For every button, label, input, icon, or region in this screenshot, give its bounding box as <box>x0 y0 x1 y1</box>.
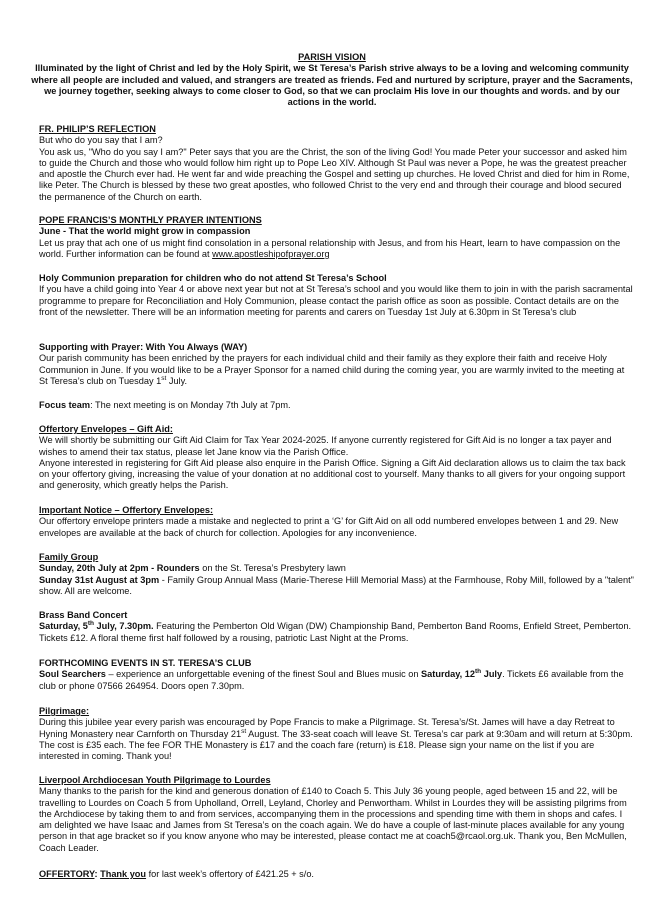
notice-body: Our offertory envelope printers made a mistake and neglected to print a ‘G’ for Gift Aid on all odd numbered envelopes between 1 and 29. New envelopes are available at the back of church for collection. Apologies for any inconvenience. <box>39 516 619 538</box>
pilgrimage-text: During this jubilee year every parish was encouraged by Pope Francis to make a Pilgrimage. St. Teresa’s/St. James will have a day Retreat to Hyning Monastery near Carnforth on Thursday 21 <box>39 717 615 739</box>
brass-body <box>39 621 635 644</box>
pilgrimage-sup: st <box>241 727 247 735</box>
way-sup: st <box>161 374 167 382</box>
mass-date: Sunday 31st August at 3pm <box>39 574 160 585</box>
soul-searchers: Soul Searchers <box>39 669 106 680</box>
brass-text: Featuring the Pemberton Old Wigan (DW) Championship Band, Pemberton Band Rooms, Enfield Street, Pemberton. Tickets £12. A floral theme first half followed by a rousing, patriotic Last Night at the Proms. <box>39 621 632 643</box>
communion-section <box>39 273 635 318</box>
reflection-question: But who do you say that I am? <box>39 135 163 146</box>
family-line-1 <box>39 563 635 574</box>
giftaid-p2: Anyone interested in registering for Gift Aid please also enquire in the Parish Office. Signing a Gift Aid declaration allows us to claim the tax back on your offertory giving, increasing the value of your donation at no additional cost to yourself. Many thanks to all givers for your ongoing support and generosity, which greatly helps the Parish. <box>39 457 626 491</box>
club-text-2: . Tickets £6 available from the club or phone 07566 264954. Doors open 7.30pm. <box>39 669 624 691</box>
prayer-section <box>39 215 635 260</box>
way-tail: July. <box>166 375 188 386</box>
giftaid-heading: Offertory Envelopes – Gift Aid: <box>39 424 173 434</box>
way-section <box>39 342 635 387</box>
brass-section <box>39 610 635 644</box>
club-text-1: – experience an unforgettable evening of the finest Soul and Blues music on <box>105 669 422 680</box>
apostleship-link[interactable]: www.apostleshipofprayer.org <box>212 248 330 259</box>
lourdes-body: Many thanks to the parish for the kind and generous donation of £140 to Coach 5. This July 36 young people, aged between 15 and 22, will be travelling to Lourdes on Coach 5 from Upholland, Orrell, Leyland, Chorley and Penwortham. Whilst in Lourdes they will be assisting pilgrims from the Archdiocese by taking them to and from services, accompanying them in the processions and spending time with them in shops and cafes. I am delighted we have Isaac and James from St Teresa’s on the coach again. We do have a couple of last-minute places available for any young person in that age bracket so if you know anyone who may be interested, please contact me at coach5@rcaol.org.uk. Thank you, Ben McMullen, Coach Leader. <box>39 786 627 853</box>
family-section <box>39 552 635 597</box>
offertory-colon: : <box>94 869 101 879</box>
way-body <box>39 353 635 387</box>
focus-section <box>39 400 635 411</box>
brass-date-2: July, 7.30pm. <box>94 621 154 632</box>
pilgrimage-body <box>39 717 635 762</box>
pilgrimage-tail: August. The 33-seat coach will leave St. Teresa’s car park at 9:30am and will return at 5:30pm. The cost is £35 each. The fee FOR THE Monastery is £17 and the coach fare (return) is £18. Please sign your name on the list if you are interested in coming. Thank you! <box>39 728 633 762</box>
mass-detail: - Family Group Annual Mass (Marie-Therese Hill Memorial Mass) at the Farmhouse, Roby Mill, followed by a "talent" show. All are welcome. <box>39 574 634 596</box>
focus-text: : The next meeting is on Monday 7th July at 7pm. <box>90 400 291 410</box>
club-date-2: July <box>481 669 503 680</box>
notice-section <box>39 505 635 539</box>
giftaid-p1: We will shortly be submitting our Gift Aid Claim for Tax Year 2024-2025. If anyone currently registered for Gift Aid is no longer a tax payer and wishes to amend their tax status, please let Jane know via the Parish Office. <box>39 435 612 457</box>
offertory-thanks: Thank you <box>100 869 147 879</box>
reflection-heading: FR. PHILIP’S REFLECTION <box>39 124 156 134</box>
rounders-place: on the St. Teresa’s Presbytery lawn <box>199 563 346 574</box>
lourdes-section <box>39 775 635 854</box>
offertory-section <box>39 869 635 880</box>
lourdes-heading: Liverpool Archdiocesan Youth Pilgrimage to Lourdes <box>39 775 271 785</box>
communion-body: If you have a child going into Year 4 or above next year but not at St Teresa’s school and you would like them to join in with the parish sacramental programme to prepare for Reconciliation and Holy Communion, please contact the parish office as soon as possible. Contact details are on the front of the newsletter. There will be an information meeting for parents and carers on Tuesday 1st July at 6.30pm in St Teresa’s club <box>39 284 633 317</box>
prayer-heading: POPE FRANCIS’S MONTHLY PRAYER INTENTIONS <box>39 215 262 225</box>
club-section <box>39 658 635 692</box>
club-heading: FORTHCOMING EVENTS IN ST. TERESA’S CLUB <box>39 658 252 668</box>
pilgrimage-heading: Pilgrimage: <box>39 706 90 716</box>
rounders-date: Sunday, 20th July at 2pm - Rounders <box>39 563 200 574</box>
offertory-text: for last week’s offertory of £421.25 + s/o. <box>146 869 314 879</box>
club-date-1: Saturday, 12 <box>421 669 476 680</box>
prayer-subheading: June - That the world might grow in compassion <box>39 226 251 237</box>
way-text: Our parish community has been enriched by the prayers for each individual child and their family as they explore their faith and receive Holy Communion in June. If you would like to be a Prayer Sponsor for a named child during the coming year, you are warmly invited to the meeting at St Teresa’s club on Tuesday 1 <box>39 353 625 386</box>
focus-label: Focus team <box>39 400 91 410</box>
vision-title: PARISH VISION <box>298 52 366 62</box>
offertory-label: OFFERTORY <box>39 869 95 879</box>
family-line-2 <box>39 575 635 598</box>
way-heading: Supporting with Prayer: With You Always (WAY) <box>39 342 248 352</box>
club-body <box>39 669 635 692</box>
reflection-body: You ask us, "Who do you say I am?" Peter says that you are the Christ, the son of the living God! You made Peter your successor and asked him to guide the Church and those who would follow him right up to Pope Leo XIV. Although St Paul was never a Pope, he was the greatest preacher and apostle the Church ever had. He went far and wide preaching the Gospel and setting up churches. He loved Christ and died for him in Rome, like Peter. The Church is blessed by these two great apostles, who followed Christ to the very end and through their courage and blood secured the permanence of the Church on earth. <box>39 146 630 202</box>
parish-vision <box>30 52 634 108</box>
brass-date-1: Saturday, 5 <box>39 621 88 632</box>
communion-heading: Holy Communion preparation for children who do not attend St Teresa’s School <box>39 273 387 283</box>
vision-text: Illuminated by the light of Christ and led by the Holy Spirit, we St Teresa’s Parish strive always to be a loving and welcoming community where all people are included and valued, and strangers are treated as friends. Fed and nurtured by scripture, prayer and the Sacraments, we journey together, seeking always to come closer to God, so that we can proclaim His love in our thoughts and words. and by our actions in the world. <box>31 63 633 108</box>
notice-heading: Important Notice – Offertory Envelopes: <box>39 505 214 515</box>
club-sup: th <box>475 668 482 676</box>
prayer-body <box>39 238 635 261</box>
pilgrimage-section <box>39 706 635 762</box>
prayer-text: Let us pray that ach one of us might find consolation in a personal relationship with Jesus, and from his Heart, learn to have compassion on the world. Further information can be found at <box>39 237 621 259</box>
giftaid-section <box>39 424 635 492</box>
brass-heading: Brass Band Concert <box>39 610 128 620</box>
family-heading: Family Group <box>39 552 99 562</box>
brass-sup: th <box>87 620 94 628</box>
reflection-section <box>39 124 635 203</box>
